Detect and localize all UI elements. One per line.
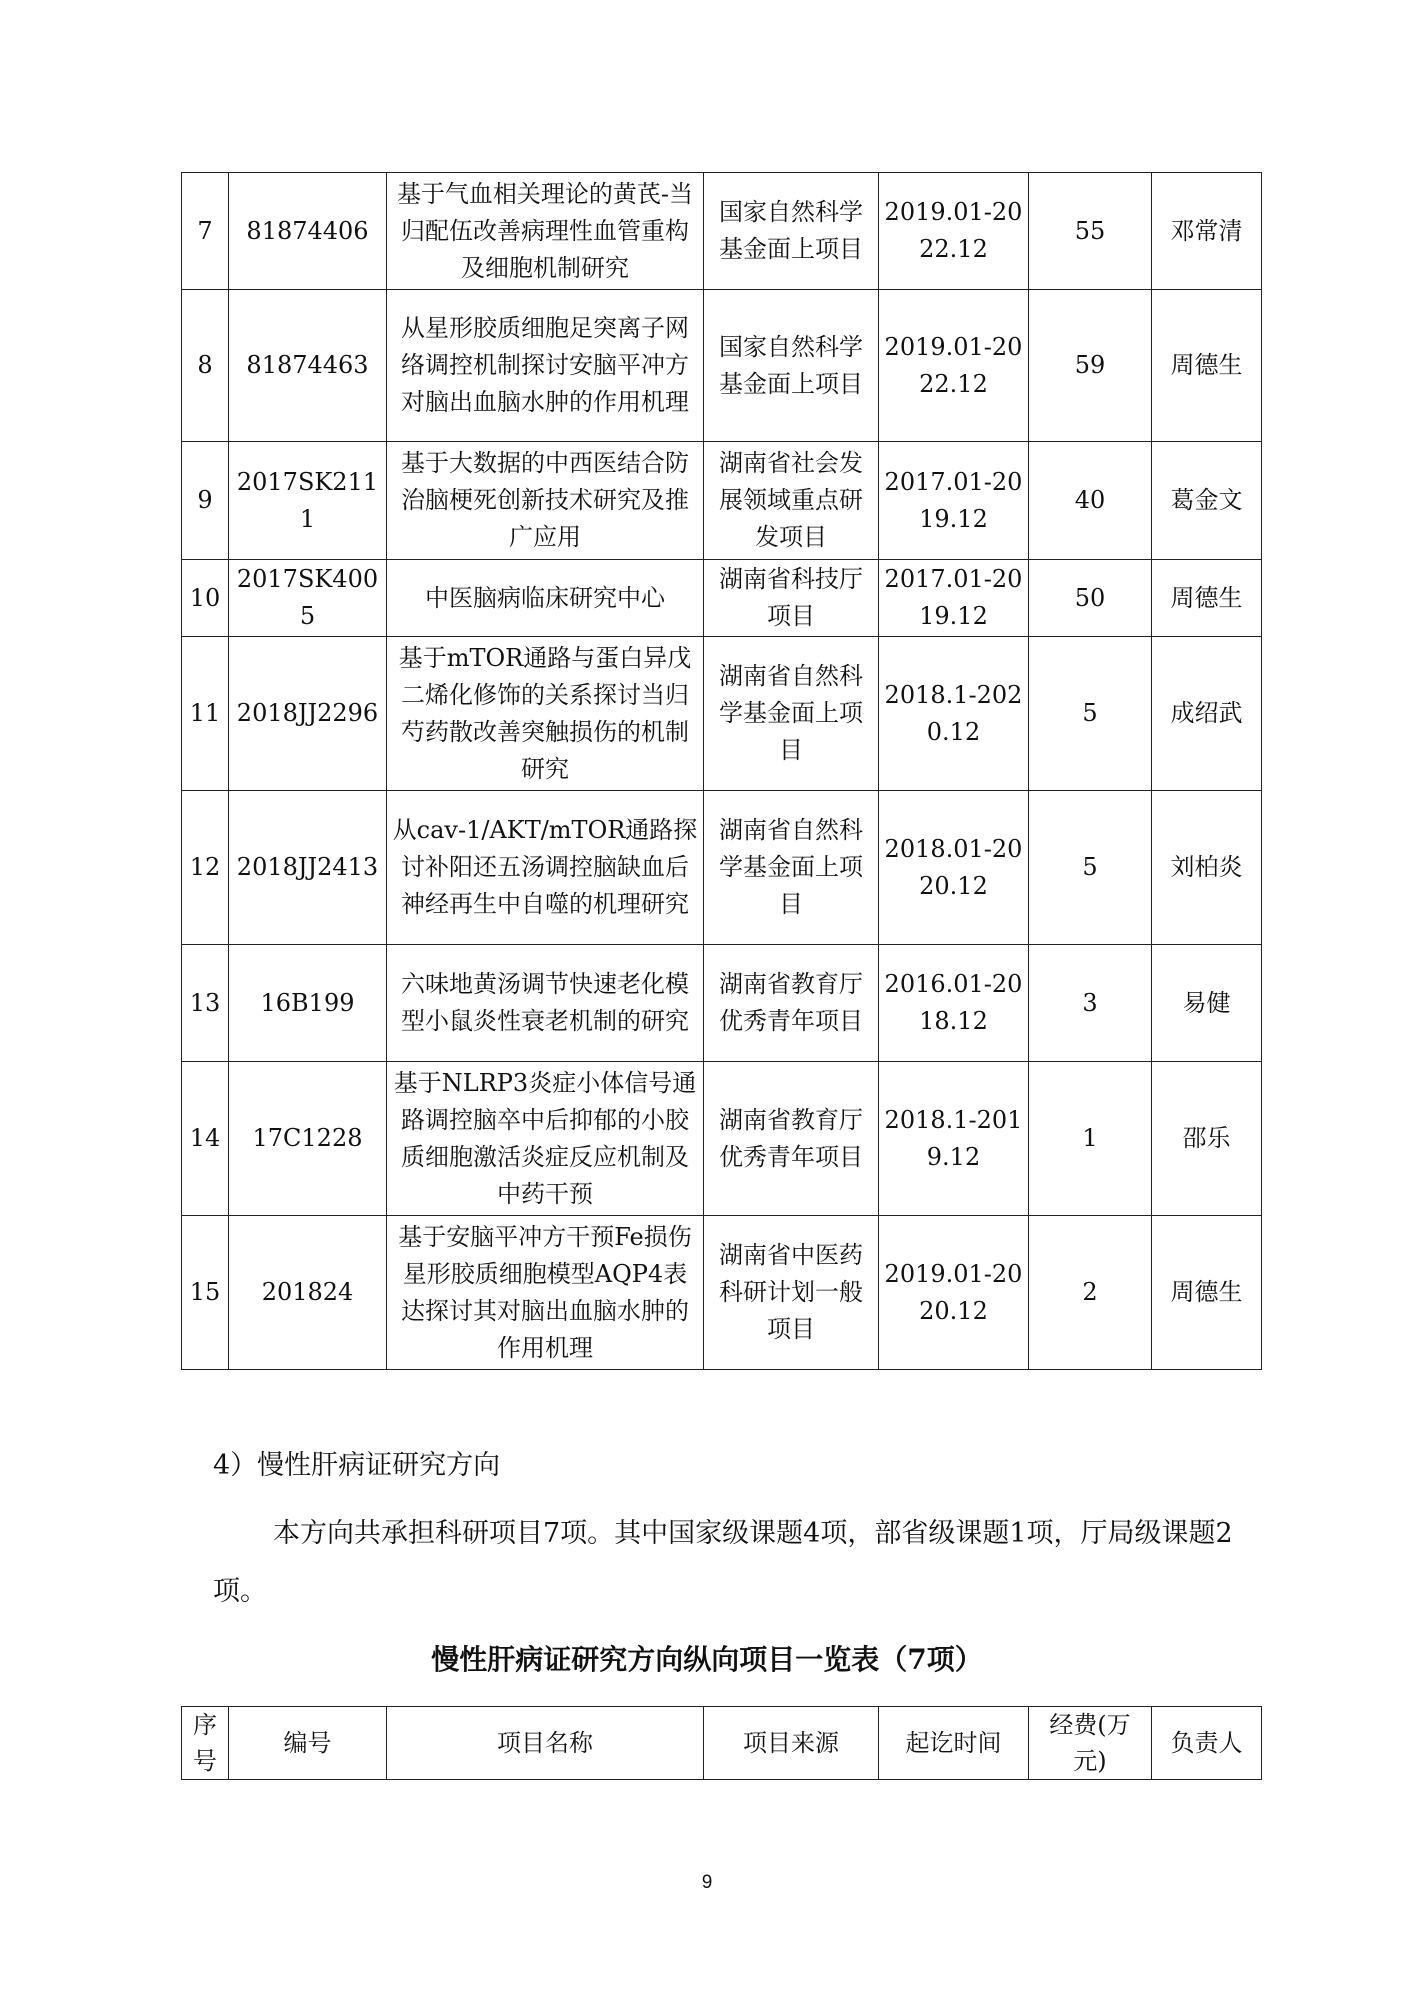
table-title: 慢性肝病证研究方向纵向项目一览表（7项） (431, 1643, 983, 1676)
cell-idx: 8 (182, 290, 229, 442)
table-row (182, 560, 1262, 637)
cell-fund: 2 (1029, 1216, 1152, 1370)
header-leader: 负责人 (1152, 1707, 1262, 1780)
cell-number: 2017SK2111 (229, 442, 387, 560)
cell-idx: 14 (182, 1062, 229, 1216)
cell-period: 2018.1-2020.12 (879, 637, 1029, 791)
cell-fund: 5 (1029, 791, 1152, 945)
cell-number: 81874406 (229, 173, 387, 290)
cell-period: 2018.01-2020.12 (879, 791, 1029, 945)
cell-name: 六味地黄汤调节快速老化模型小鼠炎性衰老机制的研究 (387, 945, 704, 1062)
cell-leader: 周德生 (1152, 290, 1262, 442)
table-row (182, 442, 1262, 560)
cell-idx: 7 (182, 173, 229, 290)
header-fund: 经费(万元) (1029, 1707, 1152, 1780)
cell-idx: 10 (182, 560, 229, 637)
header-idx: 序号 (182, 1707, 229, 1780)
projects-table-body (182, 173, 1262, 1370)
cell-idx: 13 (182, 945, 229, 1062)
table-row (182, 1216, 1262, 1370)
cell-name: 从星形胶质细胞足突离子网络调控机制探讨安脑平冲方对脑出血脑水肿的作用机理 (387, 290, 704, 442)
cell-source: 湖南省科技厅项目 (704, 560, 879, 637)
header-period: 起讫时间 (879, 1707, 1029, 1780)
table-row (182, 290, 1262, 442)
cell-source: 湖南省自然科学基金面上项目 (704, 791, 879, 945)
cell-leader: 刘柏炎 (1152, 791, 1262, 945)
cell-leader: 葛金文 (1152, 442, 1262, 560)
projects-table (181, 172, 1262, 1370)
table-row (182, 173, 1262, 290)
cell-period: 2019.01-2022.12 (879, 290, 1029, 442)
cell-leader: 邵乐 (1152, 1062, 1262, 1216)
cell-leader: 成绍武 (1152, 637, 1262, 791)
table-row (182, 637, 1262, 791)
header-source: 项目来源 (704, 1707, 879, 1780)
cell-fund: 50 (1029, 560, 1152, 637)
cell-number: 17C1228 (229, 1062, 387, 1216)
cell-idx: 12 (182, 791, 229, 945)
cell-leader: 邓常清 (1152, 173, 1262, 290)
cell-source: 国家自然科学基金面上项目 (704, 290, 879, 442)
cell-source: 湖南省中医药科研计划一般项目 (704, 1216, 879, 1370)
section-heading: 4）慢性肝病证研究方向 (213, 1450, 501, 1481)
cell-fund: 5 (1029, 637, 1152, 791)
cell-period: 2019.01-2020.12 (879, 1216, 1029, 1370)
cell-number: 2018JJ2296 (229, 637, 387, 791)
header-name: 项目名称 (387, 1707, 704, 1780)
cell-number: 81874463 (229, 290, 387, 442)
cell-name: 基于气血相关理论的黄芪-当归配伍改善病理性血管重构及细胞机制研究 (387, 173, 704, 290)
cell-idx: 11 (182, 637, 229, 791)
cell-fund: 3 (1029, 945, 1152, 1062)
cell-number: 16B199 (229, 945, 387, 1062)
cell-name: 基于NLRP3炎症小体信号通路调控脑卒中后抑郁的小胶质细胞激活炎症反应机制及中药干预 (387, 1062, 704, 1216)
table-row (182, 791, 1262, 945)
cell-name: 从cav-1/AKT/mTOR通路探讨补阳还五汤调控脑缺血后神经再生中自噬的机理研究 (387, 791, 704, 945)
table-row (182, 945, 1262, 1062)
cell-source: 国家自然科学基金面上项目 (704, 173, 879, 290)
cell-source: 湖南省教育厅优秀青年项目 (704, 1062, 879, 1216)
cell-idx: 9 (182, 442, 229, 560)
cell-period: 2016.01-2018.12 (879, 945, 1029, 1062)
cell-leader: 周德生 (1152, 560, 1262, 637)
cell-name: 基于安脑平冲方干预Fe损伤星形胶质细胞模型AQP4表达探讨其对脑出血脑水肿的作用机理 (387, 1216, 704, 1370)
page-number: 9 (701, 1872, 713, 1893)
cell-fund: 40 (1029, 442, 1152, 560)
cell-period: 2017.01-2019.12 (879, 560, 1029, 637)
cell-period: 2018.1-2019.12 (879, 1062, 1029, 1216)
table-row (182, 1062, 1262, 1216)
cell-fund: 55 (1029, 173, 1152, 290)
table-header-row (182, 1707, 1262, 1780)
header-number: 编号 (229, 1707, 387, 1780)
cell-number: 201824 (229, 1216, 387, 1370)
cell-period: 2017.01-2019.12 (879, 442, 1029, 560)
cell-source: 湖南省自然科学基金面上项目 (704, 637, 879, 791)
cell-name: 中医脑病临床研究中心 (387, 560, 704, 637)
cell-leader: 易健 (1152, 945, 1262, 1062)
liver-projects-table (181, 1706, 1262, 1780)
section-paragraph: 本方向共承担科研项目7项。其中国家级课题4项，部省级课题1项，厅局级课题2项。 (213, 1518, 1233, 1607)
cell-leader: 周德生 (1152, 1216, 1262, 1370)
cell-idx: 15 (182, 1216, 229, 1370)
cell-number: 2017SK4005 (229, 560, 387, 637)
cell-name: 基于大数据的中西医结合防治脑梗死创新技术研究及推广应用 (387, 442, 704, 560)
cell-source: 湖南省教育厅优秀青年项目 (704, 945, 879, 1062)
cell-fund: 59 (1029, 290, 1152, 442)
cell-fund: 1 (1029, 1062, 1152, 1216)
cell-name: 基于mTOR通路与蛋白异戊二烯化修饰的关系探讨当归芍药散改善突触损伤的机制研究 (387, 637, 704, 791)
cell-source: 湖南省社会发展领域重点研发项目 (704, 442, 879, 560)
cell-period: 2019.01-2022.12 (879, 173, 1029, 290)
cell-number: 2018JJ2413 (229, 791, 387, 945)
